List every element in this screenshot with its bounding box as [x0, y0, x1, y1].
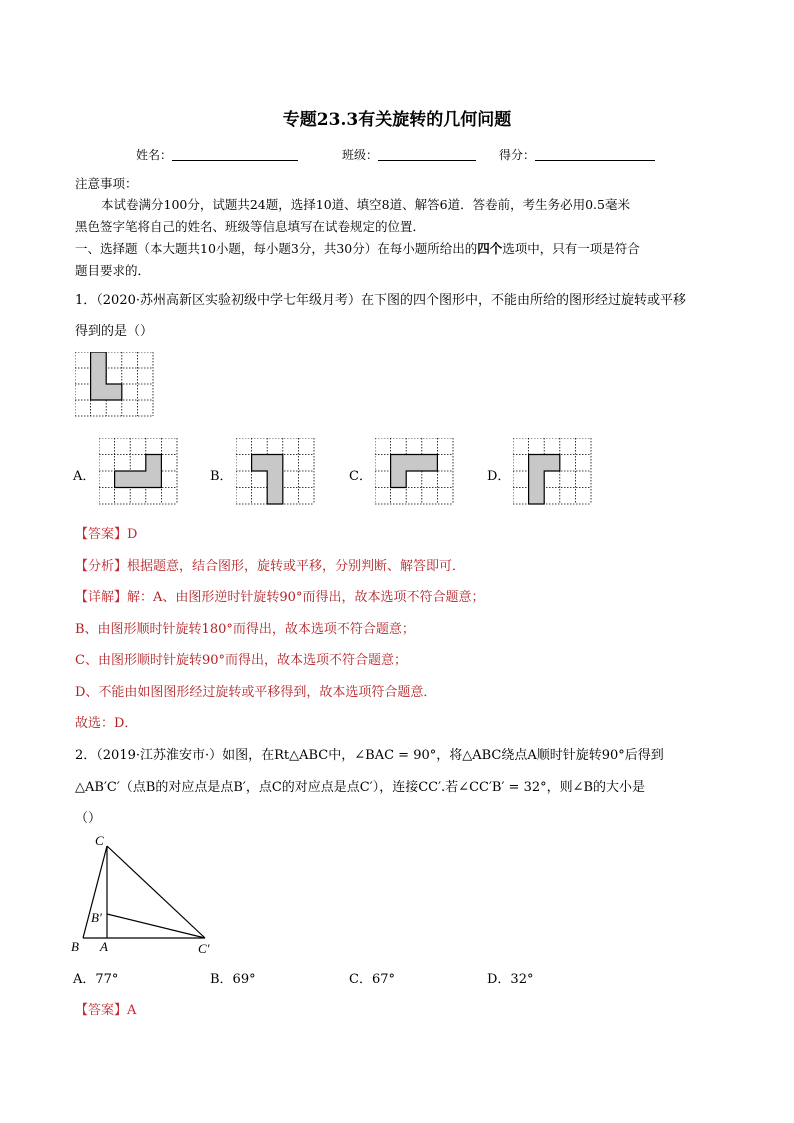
q1-stem-line-2: 得到的是（）: [75, 324, 154, 339]
label-c: C: [95, 833, 104, 848]
q2-stem-line-1: 2．（2019·江苏淮安市·）如图，在Rt△ABC中，∠BAC = 90°，将△ABC绕点A顺时针旋转90°后得到: [75, 748, 664, 763]
q1-stem-line-1: 1．（2020·苏州高新区实验初级中学七年级月考）在下图的四个图形中，不能由所给的图形经过旋转或平移: [75, 293, 686, 308]
q1-option-c-label[interactable]: C．: [349, 469, 372, 484]
name-blank[interactable]: [172, 148, 298, 161]
class-blank[interactable]: [378, 148, 476, 161]
q2-answer: [75, 999, 136, 1018]
q1-option-c-figure[interactable]: [375, 438, 455, 506]
answer-tag: 【答案】: [75, 527, 128, 542]
section-heading-c: 选项中，只有一项是符合: [502, 241, 640, 256]
q1-answer: [75, 523, 137, 542]
score-field[interactable]: [499, 146, 655, 163]
class-label: 班级：: [342, 148, 379, 162]
q1-detail-line-4: D、不能由如图图形经过旋转或平移得到，故本选项符合题意．: [75, 685, 437, 700]
q2-option-b[interactable]: B．69°: [210, 972, 256, 987]
notice-line-2: 黑色签字笔将自己的姓名、班级等信息填写在试卷规定的位置．: [75, 219, 426, 234]
q2-option-d[interactable]: D．32°: [487, 972, 534, 987]
q1-option-d-label[interactable]: D．: [487, 469, 511, 484]
q2-answer-value: A: [127, 1003, 137, 1018]
name-label: 姓名：: [136, 148, 173, 162]
section-heading-a: 一、选择题（本大题共10小题，每小题3分，共30分）在每小题所给出的: [75, 241, 478, 256]
q1-answer-value: D: [127, 527, 138, 542]
label-cprime: C′: [198, 941, 210, 956]
q1-detail-line-3: C、由图形顺时针旋转90°而得出，故本选项不符合题意；: [75, 653, 407, 668]
q1-option-d-figure[interactable]: [513, 438, 593, 506]
notice-line-1: 本试卷满分100分，试题共24题，选择10道、填空8道、解答6道．答卷前，考生务必用0.5毫米: [101, 197, 630, 212]
q1-detail-line-2: B、由图形顺时针旋转180°而得出，故本选项不符合题意；: [75, 622, 415, 637]
q1-detail: [75, 586, 484, 605]
segment-ccprime: [107, 846, 205, 938]
notice-heading: 注意事项：: [75, 176, 138, 191]
q2-triangle-figure: [65, 830, 225, 958]
class-field[interactable]: [342, 146, 476, 163]
q1-option-a-label[interactable]: A．: [73, 469, 96, 484]
score-label: 得分：: [499, 148, 536, 162]
score-blank[interactable]: [535, 148, 655, 161]
q2-stem-line-2: △AB′C′（点B的对应点是点B′，点C的对应点是点C′），连接CC′.若∠CC′B′ = 32°，则∠B的大小是: [75, 780, 646, 795]
label-bprime: B′: [91, 910, 102, 925]
detail-tag: 【详解】: [75, 590, 128, 605]
q2-answer-tag: 【答案】: [75, 1003, 128, 1018]
q1-given-figure: [75, 352, 155, 418]
q2-option-c[interactable]: C．67°: [349, 972, 395, 987]
segment-bprime-cprime: [107, 914, 205, 938]
q1-option-b-figure[interactable]: [236, 438, 316, 506]
label-a: A: [100, 939, 108, 954]
section-heading: [75, 239, 640, 257]
q1-conclusion: 故选：D．: [75, 716, 138, 731]
page-title: 专题23.3有关旋转的几何问题: [282, 110, 512, 130]
section-heading-b: 四个: [477, 241, 503, 256]
q1-analysis: [75, 555, 465, 574]
q2-option-a[interactable]: A．77°: [73, 972, 119, 987]
section-heading-line-2: 题目要求的．: [75, 263, 151, 278]
q1-analysis-text: 根据题意，结合图形，旋转或平移，分别判断、解答即可．: [127, 559, 466, 574]
label-b: B: [71, 939, 79, 954]
name-field[interactable]: [136, 146, 298, 163]
q1-option-a-figure[interactable]: [99, 438, 179, 506]
q2-stem-line-3: （）: [75, 811, 102, 826]
analysis-tag: 【分析】: [75, 559, 128, 574]
q1-option-b-label[interactable]: B．: [210, 469, 233, 484]
q1-detail-line-1: 解：A、由图形逆时针旋转90°而得出，故本选项不符合题意；: [127, 590, 485, 605]
